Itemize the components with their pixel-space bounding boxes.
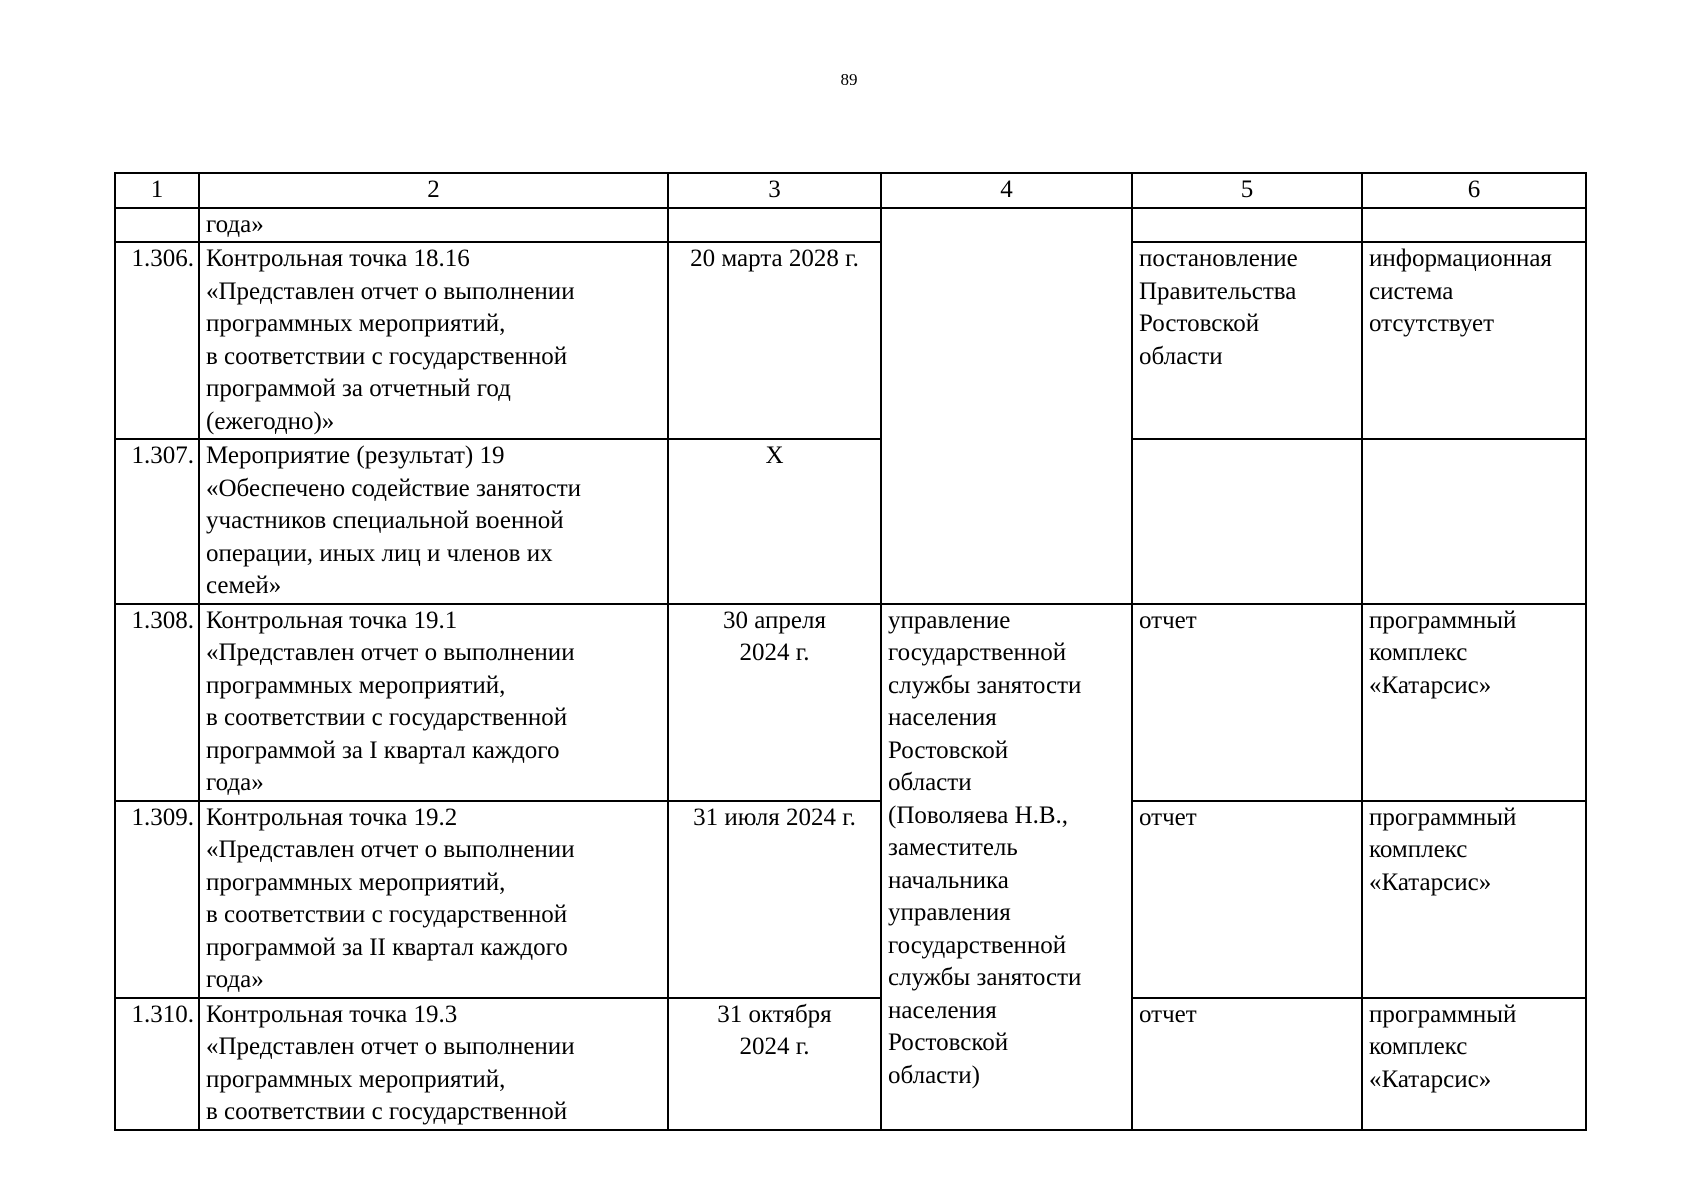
document-type-line: Правительства [1139,277,1297,305]
table-row [115,242,1586,439]
responsible-line: начальника [888,866,1009,894]
information-system-line: комплекс [1369,1033,1468,1060]
measure-name-line: «Обеспечено содействие занятости [206,474,581,502]
responsible-line: области [888,769,972,796]
document-type-cell [1132,604,1362,801]
measure-name-line: программных мероприятий, [206,868,506,896]
table-row [115,604,1586,801]
information-system-line: система [1369,277,1454,305]
column-header: 2 [199,173,668,208]
measure-name-line: года» [206,210,264,238]
information-system-cell [1362,998,1586,1130]
measure-name-line: (ежегодно)» [206,407,335,435]
measure-name-line: «Представлен отчет о выполнении [206,277,575,305]
page-number: 89 [840,70,858,89]
information-system-line: «Катарсис» [1369,1065,1492,1093]
information-system-line: отсутствует [1369,310,1495,337]
measure-name-line: Контрольная точка 18.16 [206,245,470,272]
responsible-line: государственной [888,639,1067,666]
measure-name-line: программных мероприятий, [206,310,506,337]
information-system-line: программный [1369,1000,1517,1028]
information-system-cell [1362,439,1586,604]
row-number-cell: 1.310. [115,998,199,1130]
document-type-cell [1132,208,1362,243]
responsible-line: управления [888,899,1011,926]
deadline-line: 2024 г. [739,1033,810,1060]
table-row [115,439,1586,604]
deadline-cell [668,998,881,1130]
column-header: 4 [881,173,1132,208]
row-number-cell: 1.307. [115,439,199,604]
table-row [115,998,1586,1130]
measure-name-cell [199,208,668,243]
deadline-cell [668,439,881,604]
responsible-line: государственной [888,931,1067,959]
document-type-line: отчет [1139,803,1197,831]
row-number-cell: 1.309. [115,801,199,998]
document-type-cell [1132,242,1362,439]
information-system-cell [1362,208,1586,243]
column-header: 1 [115,173,199,208]
document-type-line: отчет [1139,1000,1197,1028]
measure-name-line: операции, иных лиц и членов их [206,539,553,567]
information-system-line: информационная [1369,245,1552,272]
row-number-cell: 1.308. [115,604,199,801]
measure-name-cell [199,242,668,439]
table-header-row [115,173,1586,208]
measure-name-line: года» [206,769,264,796]
measure-name-line: в соответствии с государственной [206,342,568,370]
deadline-line: Х [765,442,784,469]
measure-name-line: программой за отчетный год [206,375,511,402]
measure-name-cell [199,998,668,1130]
responsible-line: области) [888,1061,980,1089]
document-type-line: Ростовской [1139,310,1260,337]
responsible-line: службы занятости [888,671,1082,699]
measures-table [114,172,1587,1131]
column-header: 3 [668,173,881,208]
information-system-line: программный [1369,803,1517,831]
information-system-line: «Катарсис» [1369,868,1492,896]
column-header: 6 [1362,173,1586,208]
measure-name-line: в соответствии с государственной [206,704,568,731]
table-row [115,801,1586,998]
information-system-line: комплекс [1369,639,1468,666]
measure-name-line: семей» [206,572,282,599]
information-system-cell [1362,604,1586,801]
row-number-cell [115,208,199,243]
measure-name-line: программой за I квартал каждого [206,736,560,764]
deadline-line: 2024 г. [739,639,810,666]
measure-name-cell [199,604,668,801]
column-header: 5 [1132,173,1362,208]
measure-name-line: Контрольная точка 19.2 [206,803,458,831]
measure-name-line: в соответствии с государственной [206,1098,568,1125]
measure-name-line: года» [206,966,264,993]
information-system-cell [1362,242,1586,439]
measure-name-line: «Представлен отчет о выполнении [206,1033,575,1060]
deadline-line: 20 марта 2028 г. [690,245,859,272]
deadline-cell [668,208,881,243]
information-system-cell [1362,801,1586,998]
document-type-cell [1132,439,1362,604]
responsible-line: службы занятости [888,964,1082,991]
document-type-line: области [1139,342,1223,370]
responsible-cell-empty [881,208,1132,604]
information-system-line: программный [1369,606,1517,634]
measure-name-line: программных мероприятий, [206,1065,506,1093]
responsible-line: населения [888,996,997,1024]
deadline-line: 31 июля 2024 г. [693,803,856,831]
information-system-line: комплекс [1369,836,1468,863]
measure-name-line: «Представлен отчет о выполнении [206,836,575,863]
deadline-cell [668,604,881,801]
measure-name-line: участников специальной военной [206,507,564,534]
responsible-line: управление [888,606,1011,634]
deadline-line: 31 октября [717,1000,832,1028]
document-type-line: отчет [1139,606,1197,634]
measure-name-line: Контрольная точка 19.3 [206,1000,458,1028]
responsible-line: населения [888,704,997,731]
measure-name-cell [199,801,668,998]
measure-name-line: Контрольная точка 19.1 [206,606,458,634]
responsible-line: Ростовской [888,1029,1009,1056]
measure-name-line: Мероприятие (результат) 19 [206,442,505,469]
deadline-cell [668,242,881,439]
measure-name-line: программных мероприятий, [206,671,506,699]
deadline-cell [668,801,881,998]
document-type-cell [1132,998,1362,1130]
measure-name-cell [199,439,668,604]
information-system-line: «Катарсис» [1369,671,1492,699]
measure-name-line: в соответствии с государственной [206,901,568,928]
responsible-line: заместитель [888,834,1018,861]
deadline-line: 30 апреля [723,606,826,634]
document-type-cell [1132,801,1362,998]
measure-name-line: программой за II квартал каждого [206,933,568,961]
table-row [115,208,1586,243]
row-number-cell: 1.306. [115,242,199,439]
responsible-line: (Поволяева Н.В., [888,801,1069,829]
measure-name-line: «Представлен отчет о выполнении [206,639,575,666]
document-type-line: постановление [1139,245,1298,272]
responsible-cell [881,604,1132,1130]
responsible-line: Ростовской [888,736,1009,764]
